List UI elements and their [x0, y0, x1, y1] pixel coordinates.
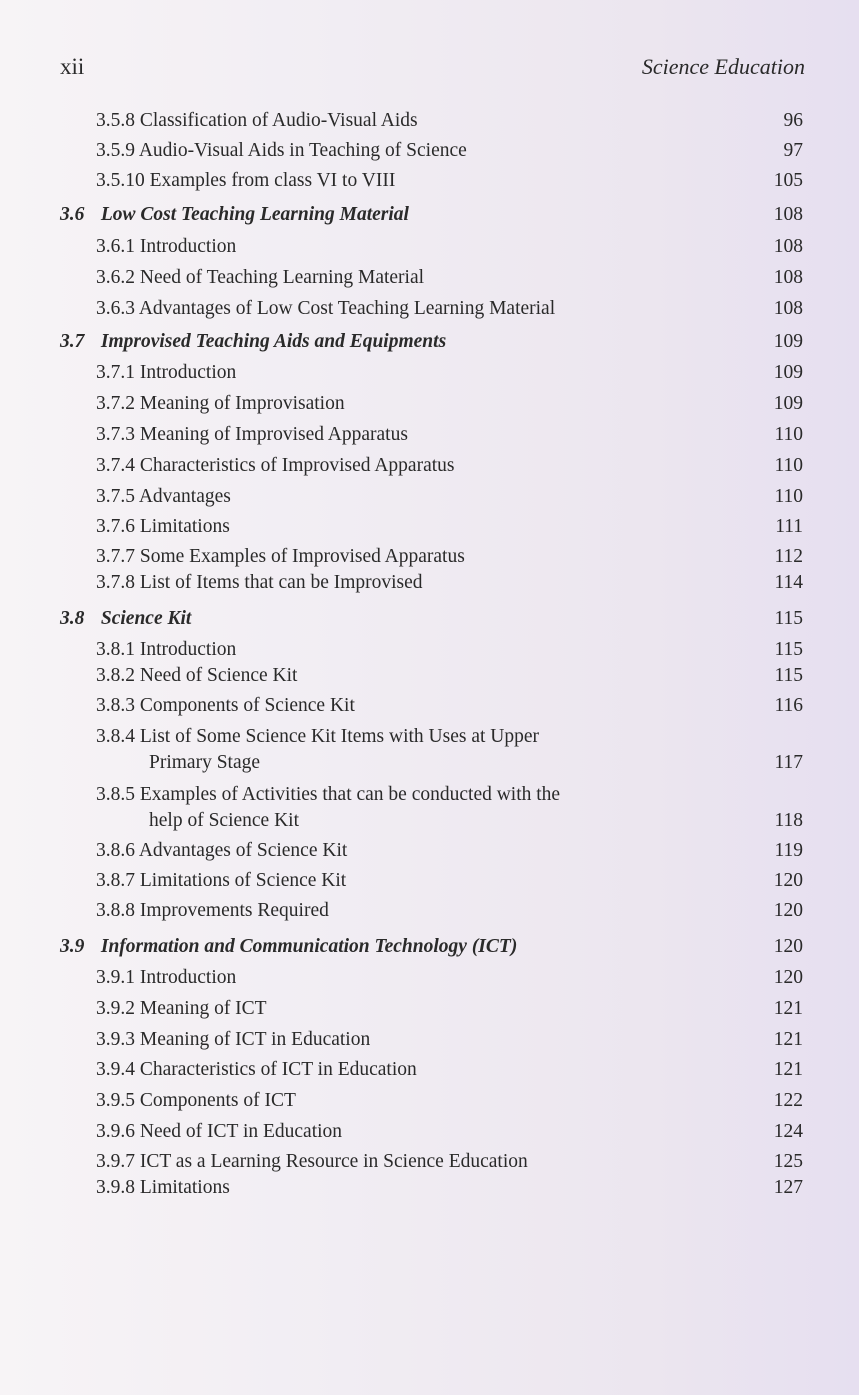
toc-subsection-entry [0, 1057, 859, 1083]
toc-page-number: 127 [773, 1177, 803, 1198]
toc-subsection-entry [0, 108, 859, 134]
toc-subsection-entry [0, 663, 859, 689]
toc-entry-title [96, 663, 297, 689]
toc-page-number: 120 [773, 870, 803, 891]
toc-entry-number: 3.9.5 [96, 1090, 135, 1111]
toc-entry-title [96, 138, 467, 164]
toc-entry-title [96, 422, 408, 448]
toc-page-number: 124 [773, 1121, 803, 1142]
toc-entry-number: 3.9.1 [96, 967, 135, 988]
toc-entry-title [96, 296, 555, 322]
toc-entry-title [96, 1119, 342, 1145]
toc-subsection-entry [0, 265, 859, 291]
toc-entry-number: 3.9.2 [96, 998, 135, 1019]
toc-entry-number: 3.7.4 [96, 455, 135, 476]
toc-entry-text: Science Kit [100, 608, 192, 629]
toc-page-number: 121 [773, 998, 803, 1019]
toc-entry-number: 3.7.8 [96, 572, 135, 593]
toc-entry-title [60, 329, 446, 355]
toc-entry-title [96, 453, 455, 479]
toc-entry-title [96, 391, 345, 417]
toc-entry-text: Audio-Visual Aids in Teaching of Science [138, 140, 467, 161]
toc-entry-number: 3.8.5 [96, 784, 135, 805]
toc-subsection-entry [0, 484, 859, 510]
toc-section-entry [0, 329, 859, 355]
toc-entry-title [96, 514, 230, 540]
toc-entry-number: 3.9.7 [96, 1151, 135, 1172]
toc-page-number: 118 [774, 810, 803, 831]
toc-entry-text: Meaning of ICT in Education [139, 1029, 371, 1050]
toc-page-number: 110 [774, 455, 803, 476]
toc-subsection-entry [0, 168, 859, 194]
toc-entry-number: 3.6.2 [96, 267, 135, 288]
toc-page-number: 120 [773, 900, 803, 921]
toc-entry-text: Meaning of ICT [139, 998, 267, 1019]
toc-entry-number: 3.9.6 [96, 1121, 135, 1142]
toc-entry-title [96, 724, 539, 750]
toc-entry-title [96, 898, 329, 924]
toc-entry-number: 3.7.2 [96, 393, 135, 414]
toc-entry-number: 3.6.3 [96, 298, 135, 319]
toc-entry-text: Introduction [139, 967, 237, 988]
toc-entry-text: Limitations of Science Kit [139, 870, 347, 891]
toc-entry-title [96, 868, 346, 894]
page-number: xii [60, 54, 85, 79]
toc-entry-text: Advantages of Low Cost Teaching Learning Material [138, 298, 556, 319]
toc-page-number: 117 [774, 752, 803, 773]
toc-entry-number: 3.5.10 [96, 170, 145, 191]
toc-subsection-entry [0, 965, 859, 991]
toc-page-number: 97 [783, 140, 803, 161]
toc-page-number: 121 [773, 1029, 803, 1050]
toc-subsection-entry [0, 138, 859, 164]
toc-subsection-entry [0, 234, 859, 260]
toc-entry-number: 3.8 [60, 608, 85, 629]
toc-entry-title [96, 360, 236, 386]
toc-entry-text: List of Items that can be Improvised [139, 572, 423, 593]
toc-entry-title [96, 484, 231, 510]
toc-entry-title [96, 1088, 296, 1114]
toc-entry-text: Introduction [139, 639, 237, 660]
toc-entry-text: Characteristics of ICT in Education [139, 1059, 417, 1080]
toc-entry-text: Advantages of Science Kit [138, 840, 348, 861]
toc-page-number: 115 [774, 665, 803, 686]
toc-entry-number: 3.9.3 [96, 1029, 135, 1050]
toc-page-number: 108 [773, 204, 803, 225]
toc-entry-title [96, 1175, 230, 1201]
toc-entry-title [60, 606, 191, 632]
toc-page-number: 114 [774, 572, 803, 593]
toc-entry-text: Examples of Activities that can be conducted with the [139, 784, 561, 805]
toc-entry-title [96, 1149, 528, 1175]
toc-subsection-entry [0, 391, 859, 417]
toc-subsection-entry [0, 996, 859, 1022]
toc-subsection-entry [0, 838, 859, 864]
toc-entry-number: 3.5.9 [96, 140, 135, 161]
toc-entry-number: 3.8.4 [96, 726, 135, 747]
toc-entry-number: 3.8.2 [96, 665, 135, 686]
toc-subsection-entry [0, 1149, 859, 1175]
toc-entry-title [96, 544, 465, 570]
toc-page-number: 120 [773, 936, 803, 957]
toc-entry-text: Improvised Teaching Aids and Equipments [100, 331, 447, 352]
toc-entry-number: 3.9.4 [96, 1059, 135, 1080]
toc-entry-text: Need of ICT in Education [139, 1121, 343, 1142]
toc-entry-title [96, 782, 560, 808]
toc-subsection-entry [0, 360, 859, 386]
toc-entry-number: 3.8.8 [96, 900, 135, 921]
toc-page-number: 110 [774, 424, 803, 445]
toc-entry-text: Components of ICT [139, 1090, 296, 1111]
toc-entry-number: 3.7 [60, 331, 85, 352]
toc-entry-number: 3.5.8 [96, 110, 135, 131]
toc-page-number: 108 [773, 236, 803, 257]
toc-page-number: 119 [774, 840, 803, 861]
toc-entry-number: 3.7.7 [96, 546, 135, 567]
toc-entry-number: 3.8.3 [96, 695, 135, 716]
toc-entry-text: Characteristics of Improvised Apparatus [139, 455, 455, 476]
toc-entry-text: Some Examples of Improvised Apparatus [139, 546, 465, 567]
toc-subsection-entry [0, 724, 859, 776]
toc-page-number: 109 [773, 362, 803, 383]
toc-entry-number: 3.8.6 [96, 840, 135, 861]
toc-entry-text: Meaning of Improvised Apparatus [139, 424, 408, 445]
toc-entry-number: 3.7.1 [96, 362, 135, 383]
toc-entry-text: Examples from class VI to VIII [149, 170, 396, 191]
toc-subsection-entry [0, 453, 859, 479]
toc-page-number: 111 [775, 516, 803, 537]
toc-entry-title [96, 996, 267, 1022]
toc-subsection-entry [0, 868, 859, 894]
toc-subsection-entry [0, 637, 859, 663]
toc-page-number: 109 [773, 331, 803, 352]
toc-entry-text: Limitations [139, 516, 230, 537]
toc-page-number: 120 [773, 967, 803, 988]
toc-entry-title [96, 168, 395, 194]
toc-subsection-entry [0, 296, 859, 322]
toc-entry-title [96, 1057, 417, 1083]
toc-entry-text: ICT as a Learning Resource in Science Education [139, 1151, 528, 1172]
toc-page-number: 108 [773, 298, 803, 319]
toc-page-number: 115 [774, 639, 803, 660]
toc-entry-text: List of Some Science Kit Items with Uses at Upper [139, 726, 540, 747]
toc-entry-title [96, 265, 424, 291]
toc-entry-number: 3.9 [60, 936, 85, 957]
toc-subsection-entry [0, 1088, 859, 1114]
toc-page-number: 115 [774, 608, 803, 629]
toc-entry-text: Introduction [139, 236, 237, 257]
toc-subsection-entry [0, 1119, 859, 1145]
toc-entry-title [96, 693, 355, 719]
toc-page-number: 105 [773, 170, 803, 191]
toc-entry-text: Classification of Audio-Visual Aids [139, 110, 418, 131]
toc-entry-number: 3.7.5 [96, 486, 135, 507]
running-head-title: Science Education [641, 54, 805, 79]
toc-page-number: 108 [773, 267, 803, 288]
toc-subsection-entry [0, 422, 859, 448]
toc-entry-text: Need of Science Kit [139, 665, 298, 686]
toc-entry-title [96, 637, 236, 663]
toc-entry-text: Improvements Required [139, 900, 329, 921]
toc-entry-text-continued: Primary Stage [149, 752, 261, 773]
toc-page-number: 112 [774, 546, 803, 567]
toc-subsection-entry [0, 514, 859, 540]
toc-section-entry [0, 202, 859, 228]
toc-subsection-entry [0, 898, 859, 924]
toc-entry-number: 3.8.7 [96, 870, 135, 891]
toc-page-number: 110 [774, 486, 803, 507]
toc-entry-text-continued: help of Science Kit [149, 810, 299, 831]
toc-entry-text: Limitations [139, 1177, 230, 1198]
toc-entry-text: Meaning of Improvisation [139, 393, 345, 414]
toc-subsection-entry [0, 1175, 859, 1201]
toc-entry-text: Need of Teaching Learning Material [139, 267, 425, 288]
toc-entry-title [96, 1027, 370, 1053]
toc-entry-title [96, 108, 418, 134]
toc-entry-text: Advantages [138, 486, 231, 507]
toc-entry-text: Low Cost Teaching Learning Material [100, 204, 409, 225]
toc-section-entry [0, 934, 859, 960]
toc-subsection-entry [0, 693, 859, 719]
toc-entry-title [60, 202, 409, 228]
toc-entry-number: 3.7.6 [96, 516, 135, 537]
toc-entry-text: Information and Communication Technology (ICT) [100, 936, 518, 957]
toc-entry-number: 3.6.1 [96, 236, 135, 257]
toc-entry-title [96, 838, 347, 864]
toc-entry-title [96, 234, 236, 260]
toc-page-number: 125 [773, 1151, 803, 1172]
toc-entry-number: 3.6 [60, 204, 85, 225]
toc-entry-number: 3.9.8 [96, 1177, 135, 1198]
toc-subsection-entry [0, 782, 859, 834]
toc-page-number: 122 [773, 1090, 803, 1111]
toc-entry-title [96, 570, 423, 596]
toc-entry-text: Components of Science Kit [139, 695, 355, 716]
toc-section-entry [0, 606, 859, 632]
toc-entry-number: 3.7.3 [96, 424, 135, 445]
toc-subsection-entry [0, 1027, 859, 1053]
toc-subsection-entry [0, 544, 859, 570]
toc-page-number: 96 [783, 110, 803, 131]
toc-entry-title [60, 934, 517, 960]
toc-page-number: 109 [773, 393, 803, 414]
toc-entry-title [96, 965, 236, 991]
toc-page-number: 121 [773, 1059, 803, 1080]
toc-entry-text: Introduction [139, 362, 237, 383]
toc-entry-number: 3.8.1 [96, 639, 135, 660]
toc-page-number: 116 [774, 695, 803, 716]
toc-subsection-entry [0, 570, 859, 596]
